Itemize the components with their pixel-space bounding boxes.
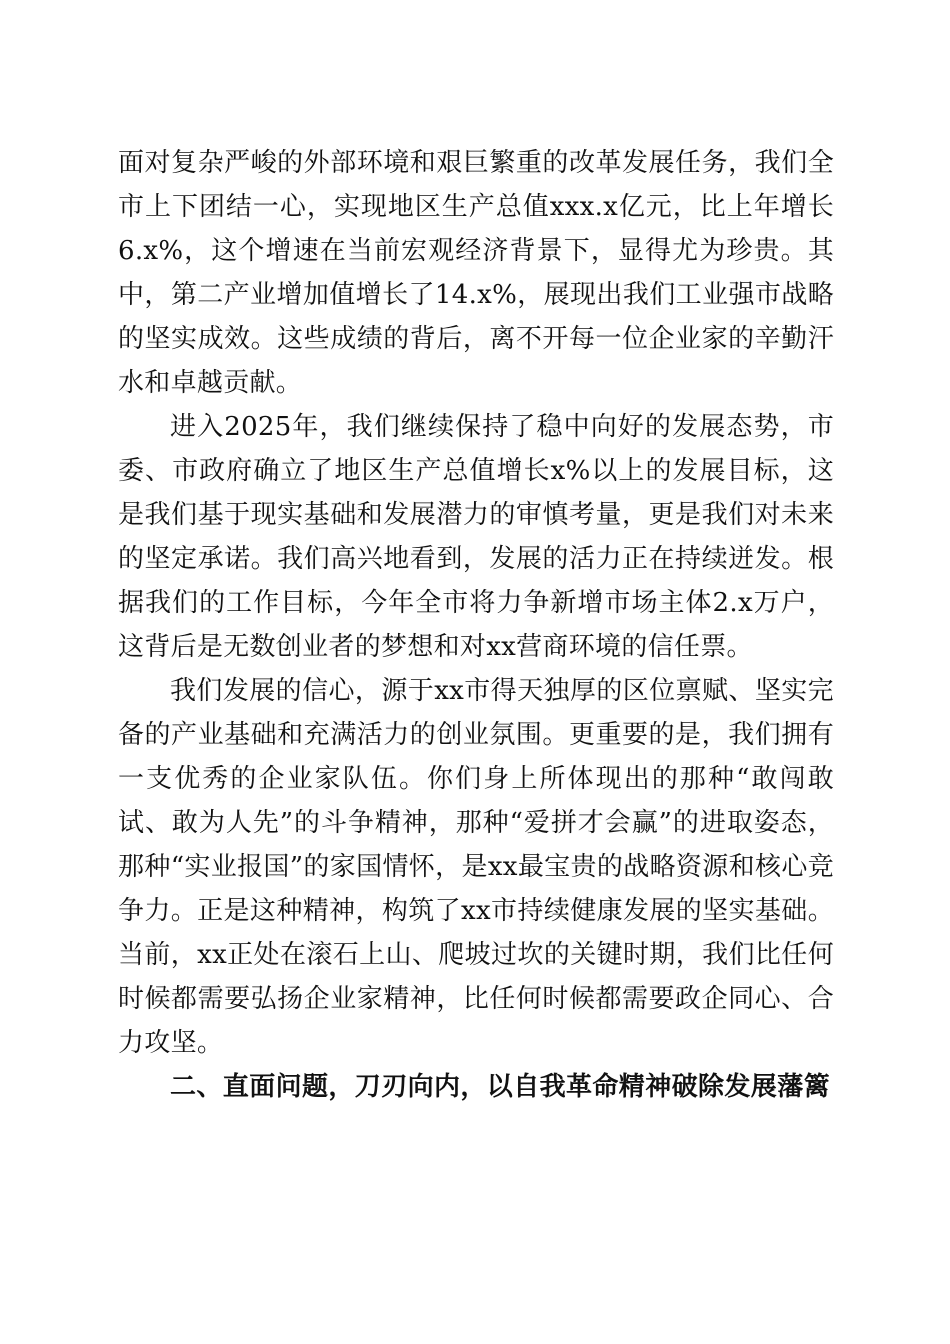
document-body xyxy=(118,141,834,1109)
paragraph-development-confidence: 我们发展的信心，源于xx市得天独厚的区位禀赋、坚实完备的产业基础和充满活力的创业氛围。更重要的是，我们拥有一支优秀的企业家队伍。你们身上所体现出的那种“敢闯敢试、敢为人先”的斗争精神，那种“爱拼才会赢”的进取姿态，那种“实业报国”的家国情怀，是xx最宝贵的战略资源和核心竞争力。正是这种精神，构筑了xx市持续健康发展的坚实基础。当前，xx正处在滚石上山、爬坡过坎的关键时期，我们比任何时候都需要弘扬企业家精神，比任何时候都需要政企同心、合力攻坚。 xyxy=(118,676,834,1058)
paragraph-economic-results: 面对复杂严峻的外部环境和艰巨繁重的改革发展任务，我们全市上下团结一心，实现地区生产总值xxx.x亿元，比上年增长6.x%，这个增速在当前宏观经济背景下，显得尤为珍贵。其中，第二产业增加值增长了14.x%，展现出我们工业强市战略的坚实成效。这些成绩的背后，离不开每一位企业家的辛勤汗水和卓越贡献。 xyxy=(118,148,834,398)
paragraph-2025-goals: 进入2025年，我们继续保持了稳中向好的发展态势，市委、市政府确立了地区生产总值增长x%以上的发展目标，这是我们基于现实基础和发展潜力的审慎考量，更是我们对未来的坚定承诺。我们高兴地看到，发展的活力正在持续迸发。根据我们的工作目标，今年全市将力争新增市场主体2.x万户，这背后是无数创业者的梦想和对xx营商环境的信任票。 xyxy=(118,412,834,662)
section-heading: 二、直面问题，刀刃向内，以自我革命精神破除发展藩篱 xyxy=(170,1072,831,1102)
